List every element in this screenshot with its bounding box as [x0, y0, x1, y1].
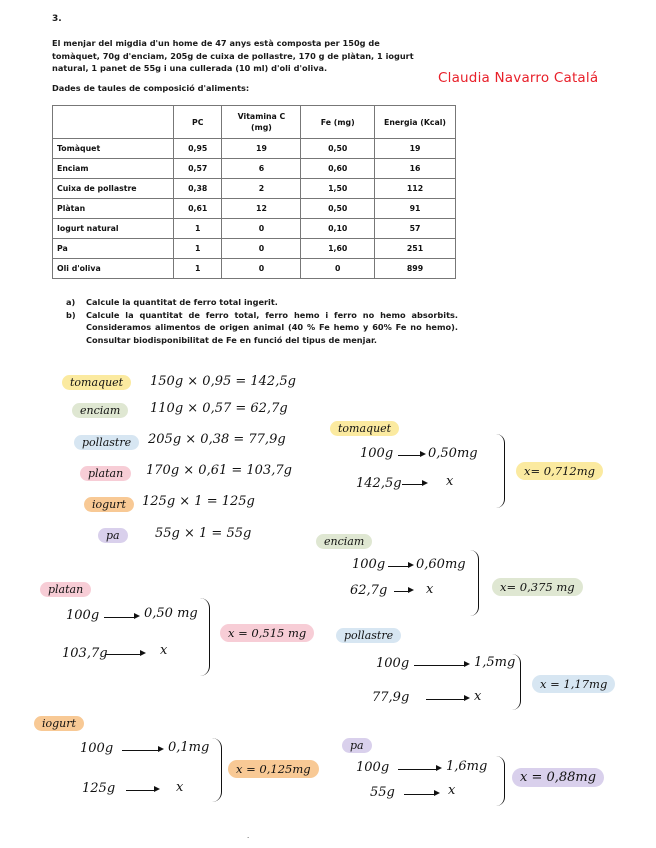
table-cell: 1 — [174, 259, 222, 279]
result-enciam: x= 0,375 mg — [492, 578, 583, 596]
arrow-head — [140, 650, 146, 656]
iron-qty: 62,7g — [350, 583, 388, 598]
tag-platan: platan — [80, 466, 131, 481]
table-cell: 0 — [222, 259, 301, 279]
edible-calc-tomaquet: 150g × 0,95 = 142,5g — [150, 374, 296, 389]
table-header-cell — [53, 106, 174, 139]
result-iogurt: x = 0,125mg — [228, 760, 319, 778]
composition-table — [52, 105, 456, 279]
table-cell: 0 — [222, 219, 301, 239]
arrow-head — [408, 587, 414, 593]
table-cell: 0,10 — [301, 219, 375, 239]
table-cell: 112 — [375, 179, 456, 199]
table-cell: 0 — [222, 239, 301, 259]
table-row — [53, 139, 456, 159]
tag-pa: pa — [98, 528, 128, 543]
iron-ref-qty: 100g — [80, 741, 114, 756]
iron-ref-value: 0,50mg — [428, 446, 478, 461]
iron-ref-qty: 100g — [356, 760, 390, 775]
arrow-head — [158, 746, 164, 752]
tag-enciam: enciam — [72, 403, 128, 418]
question-text: Calcule la quantitat de ferro total ingerit. — [86, 297, 278, 307]
brace — [200, 598, 210, 676]
arrow — [398, 455, 422, 456]
table-cell: Iogurt natural — [53, 219, 174, 239]
arrow-head — [464, 661, 470, 667]
table-cell: 0,38 — [174, 179, 222, 199]
edible-calc-iogurt: 125g × 1 = 125g — [142, 494, 255, 509]
edible-calc-enciam: 110g × 0,57 = 62,7g — [150, 401, 288, 416]
iron-unknown: x — [160, 643, 168, 658]
tag-tomaquet: tomaquet — [62, 375, 131, 390]
iron-qty: 125g — [82, 781, 116, 796]
iron-ref-value: 0,1mg — [168, 740, 210, 755]
iron-unknown: x — [448, 783, 456, 798]
tag-platan: platan — [40, 582, 91, 597]
table-row — [53, 199, 456, 219]
table-row — [53, 259, 456, 279]
problem-statement: El menjar del migdia d'un home de 47 anys està composta per 150g de tomàquet, 70g d'enciam, 205g de cuixa de pollastre, 170 g de plàtan, 1 iogurt natural, 1 panet de 55g i una cullerada (10 ml) d'oli d'oliva. — [52, 38, 414, 73]
table-cell: 1 — [174, 239, 222, 259]
iron-qty: 77,9g — [372, 690, 410, 705]
question-text: Calcule la quantitat de ferro total, ferro hemo i ferro no hemo absorbits. Consideramos alimentos de origen animal (40 % Fe hemo y 60% Fe no hemo). Consultar biodisponibilitat de Fe en funció del tipus de menjar. — [86, 309, 458, 345]
iron-unknown: x — [446, 474, 454, 489]
question-label: b) — [66, 309, 76, 320]
result-pa: x = 0,88mg — [512, 768, 604, 787]
arrow — [106, 654, 142, 655]
table-cell: 2 — [222, 179, 301, 199]
table-cell: 1,60 — [301, 239, 375, 259]
iron-qty: 142,5g — [356, 476, 402, 491]
tag-enciam: enciam — [316, 534, 372, 549]
iron-ref-qty: 100g — [66, 608, 100, 623]
arrow-head — [408, 562, 414, 568]
tag-tomaquet: tomaquet — [330, 421, 399, 436]
iron-ref-value: 1,5mg — [474, 655, 516, 670]
tag-pollastre: pollastre — [336, 628, 401, 643]
table-cell: 251 — [375, 239, 456, 259]
table-header-cell: PC — [174, 106, 222, 139]
result-tomaquet: x= 0,712mg — [516, 462, 603, 480]
brace — [470, 550, 479, 616]
questions — [66, 296, 458, 346]
table-cell: Tomàquet — [53, 139, 174, 159]
arrow-head — [134, 613, 140, 619]
arrow-head — [422, 480, 428, 486]
table-row — [53, 159, 456, 179]
iron-ref-value: 0,60mg — [416, 557, 466, 572]
brace — [212, 738, 222, 802]
table-row — [53, 179, 456, 199]
iron-ref-qty: 100g — [352, 557, 386, 572]
table-cell: Plàtan — [53, 199, 174, 219]
edible-calc-platan: 170g × 0,61 = 103,7g — [146, 463, 292, 478]
table-header-cell: Energia (Kcal) — [375, 106, 456, 139]
result-platan: x = 0,515 mg — [220, 624, 314, 642]
tag-iogurt: iogurt — [34, 716, 84, 731]
table-cell: 0,50 — [301, 199, 375, 219]
iron-ref-value: 0,50 mg — [144, 606, 198, 621]
table-row — [53, 219, 456, 239]
arrow — [426, 699, 466, 700]
arrow-head — [434, 790, 440, 796]
iron-unknown: x — [474, 689, 482, 704]
arrow — [414, 665, 466, 666]
arrow-head — [436, 765, 442, 771]
tag-pa: pa — [342, 738, 372, 753]
question-a — [66, 296, 458, 309]
table-header-cell: Fe (mg) — [301, 106, 375, 139]
table-cell: 19 — [222, 139, 301, 159]
iron-unknown: x — [176, 780, 184, 795]
table-cell: Oli d'oliva — [53, 259, 174, 279]
table-cell: 19 — [375, 139, 456, 159]
table-caption: Dades de taules de composició d'aliments: — [52, 83, 250, 93]
author-name: Claudia Navarro Catalá — [438, 70, 599, 86]
result-pollastre: x = 1,17mg — [532, 675, 615, 693]
iron-ref-value: 1,6mg — [446, 759, 488, 774]
table-cell: 57 — [375, 219, 456, 239]
arrow — [126, 790, 156, 791]
iron-ref-qty: 100g — [376, 656, 410, 671]
arrow-head — [464, 695, 470, 701]
footer-mark: . — [247, 831, 250, 840]
arrow-head — [154, 786, 160, 792]
table-cell: 1,50 — [301, 179, 375, 199]
iron-ref-qty: 100g — [360, 446, 394, 461]
brace — [512, 654, 521, 710]
question-b — [66, 309, 458, 347]
arrow-head — [420, 451, 426, 457]
arrow — [404, 794, 436, 795]
edible-calc-pollastre: 205g × 0,38 = 77,9g — [148, 432, 286, 447]
table-cell: 91 — [375, 199, 456, 219]
tag-iogurt: iogurt — [84, 497, 134, 512]
table-header-row — [53, 106, 456, 139]
table-cell: 12 — [222, 199, 301, 219]
brace — [496, 434, 505, 508]
arrow — [398, 769, 438, 770]
iron-qty: 103,7g — [62, 646, 108, 661]
table-cell: 0,60 — [301, 159, 375, 179]
arrow — [402, 484, 424, 485]
table-cell: 16 — [375, 159, 456, 179]
table-cell: Pa — [53, 239, 174, 259]
question-label: a) — [66, 297, 76, 307]
table-header-cell: Vitamina C (mg) — [222, 106, 301, 139]
arrow — [122, 750, 160, 751]
table-cell: 0,95 — [174, 139, 222, 159]
table-cell: 0,57 — [174, 159, 222, 179]
table-cell: 6 — [222, 159, 301, 179]
question-number: 3. — [52, 14, 62, 24]
brace — [496, 756, 505, 806]
tag-pollastre: pollastre — [74, 435, 139, 450]
table-cell: 0,50 — [301, 139, 375, 159]
table-row — [53, 239, 456, 259]
arrow — [104, 617, 136, 618]
table-cell: Cuixa de pollastre — [53, 179, 174, 199]
table-cell: 0 — [301, 259, 375, 279]
table-cell: 1 — [174, 219, 222, 239]
table-cell: 899 — [375, 259, 456, 279]
table-cell: 0,61 — [174, 199, 222, 219]
iron-unknown: x — [426, 582, 434, 597]
edible-calc-pa: 55g × 1 = 55g — [155, 526, 252, 541]
iron-qty: 55g — [370, 785, 395, 800]
arrow — [388, 566, 410, 567]
table-cell: Enciam — [53, 159, 174, 179]
